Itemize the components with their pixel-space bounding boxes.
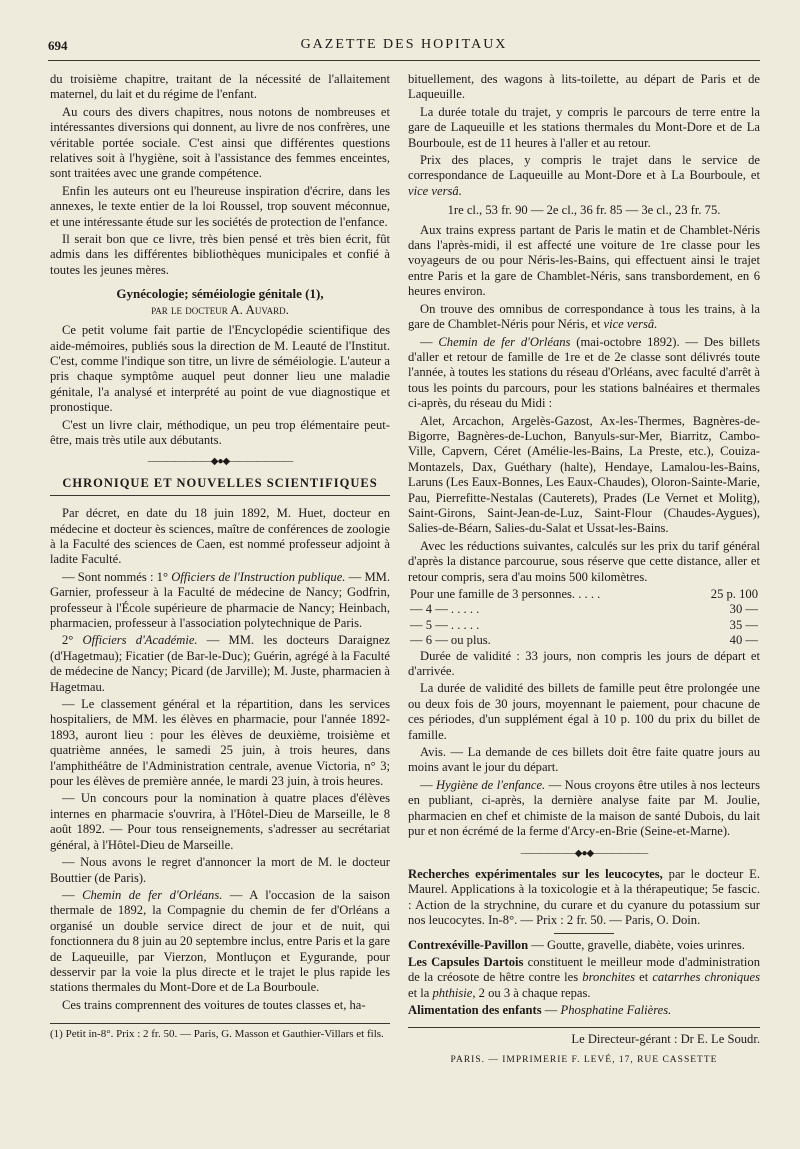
section-title: CHRONIQUE ET NOUVELLES SCIENTIFIQUES — [50, 476, 390, 496]
news-item: Par décret, en date du 18 juin 1892, M. Huet, docteur en médecine et docteur ès sciences, maître de conférences de zoologie à la Faculté des sciences de Caen, est nommé professeur adjoint à ladite Faculté. — [50, 506, 390, 567]
table-row: Pour une famille de 3 personnes. . . . . 25 p. 100 — [410, 587, 758, 601]
paragraph: Prix des places, y compris le trajet dans le service de correspondance de Laqueuille au Mont-Dore et à La Bourboule, et vice versâ. — [408, 153, 760, 198]
paragraph: Durée de validité : 33 jours, non compris les jours de départ et d'arrivée. — [408, 648, 760, 679]
printer-line: PARIS. — IMPRIMERIE F. LEVÉ, 17, RUE CASSETTE — [450, 1054, 718, 1065]
family-tariff-table — [408, 587, 760, 649]
news-item: — Le classement général et la répartition, dans les services hospitaliers, de MM. les élèves en pharmacie, pour l'année 1892-1893, auront lieu : pour les élèves de deuxième, troisième et quatrième années, le samedi 25 juin, à trois heures, dans l'amphithéâtre de l'Administration centrale, avenue Victoria, n° 3; pour les élèves de première année, le mardi 23 juin, à trois heures. — [50, 697, 390, 789]
paragraph: La durée de validité des billets de famille peut être prolongée une ou deux fois de 30 jours, moyennant le paiement, pour chacune de ces périodes, d'un supplément égal à 10 p. 100 du prix du billet de famille. — [408, 681, 760, 742]
book-notice: Recherches expérimentales sur les leucocytes, par le docteur E. Maurel. Applications à la toxicologie et à la thérapeutique; 5e fascic. : Action de la strychnine, du curare et du cyanure du potassium sur nos leucocytes. In-8°. — Prix : 2 fr. 50. — Paris, O. Doin. — [408, 866, 760, 928]
table-row: — 4 — . . . . . 30 — — [410, 602, 758, 617]
advertisement: Les Capsules Dartois constituent le meilleur mode d'administration de la créosote de hêtre contre les bronchites et catarrhes chroniques et la phthisie, 2 ou 3 à chaque repas. — [408, 954, 761, 1000]
paragraph: Avec les réductions suivantes, calculés sur les prix du tarif général d'après la distance parcourue, sous réserve que cette distance, aller et retour compris, sera d'au moins 500 kilomètres. — [408, 538, 760, 584]
paragraph: — Chemin de fer d'Orléans (mai-octobre 1892). — Des billets d'aller et retour de famille de 1re et de 2e classe sont délivrés toute l'année, à toutes les stations du réseau d'Orléans, avec faculté d'arrêt à tous les points du parcours, pour les stations balnéaires et thermales ci-après, du réseau du Midi : — [408, 334, 760, 411]
news-item: Ces trains comprennent des voitures de toutes classes et, ha- — [62, 997, 366, 1012]
advertisement: Alimentation des enfants — Phosphatine Falières. — [408, 1003, 672, 1018]
book-title: Gynécologie; séméiologie génitale (1), — [116, 286, 324, 302]
book-review-heading — [50, 286, 390, 317]
advertisement: Contrexéville-Pavillon — Goutte, gravelle, diabète, voies urinres. — [408, 937, 745, 952]
signature: Le Directeur-gérant : Dr E. Le Soudr. — [408, 1027, 760, 1047]
paragraph: bituellement, des wagons à lits-toilette, au départ de Paris et de Laqueuille. — [408, 72, 760, 102]
left-column — [50, 72, 390, 1041]
price-line: 1re cl., 53 fr. 90 — 2e cl., 36 fr. 85 — 3e cl., 23 fr. 75. — [447, 203, 721, 218]
journal-title: GAZETTE DES HOPITAUX — [300, 37, 508, 52]
news-item: — Sont nommés : 1° Officiers de l'Instruction publique. — MM. Garnier, professeur à la Faculté de médecine de Nancy; Godfrin, professeur à l'École supérieure de pharmacie de Nancy; Heinbach, pharmacien, professeur à l'association polytechnique de Paris. — [50, 569, 390, 630]
paragraph: Enfin les auteurs ont eu l'heureuse inspiration d'écrire, dans les annexes, le texte entier de la loi Roussel, trop souvent méconnue, et une intéressante étude sur les sociétés de protection de l'enfance. — [50, 183, 390, 229]
paragraph: On trouve des omnibus de correspondance à tous les trains, à la gare de Chamblet-Néris pour Néris, et vice versâ. — [408, 301, 760, 332]
paragraph: La durée totale du trajet, y compris le parcours de terre entre la gare de Laqueuille et les stations thermales du Mont-Dore et de La Bourboule, est de 11 heures à l'aller et au retour. — [408, 104, 760, 150]
paragraph: C'est un livre clair, méthodique, un peu trop élémentaire peut-être, mais très utile aux débutants. — [50, 417, 390, 447]
news-item: — Un concours pour la nomination à quatre places d'élèves internes en pharmacie s'ouvrira, à l'Hôtel-Dieu de Marseille, le 8 août 1892. — Pour tous renseignements, s'adresser au secrétariat général, à l'Hôtel-Dieu de Marseille. — [50, 791, 390, 852]
paragraph: Au cours des divers chapitres, nous notons de nombreuses et intéressantes diversions qui donnent, au livre de nos confrères, une véritable portée sociale. C'est ainsi que différentes questions relatives soit à l'hygiène, soit à l'assistance des femmes enceintes, sont traitées avec une grande compétence. — [50, 104, 390, 181]
news-item: — Chemin de fer d'Orléans. — A l'occasion de la saison thermale de 1892, la Compagnie du chemin de fer d'Orléans a organisé un double service direct de jour et de nuit, qui fonctionnera du 8 juin au 20 septembre inclus, entre Paris et la gare de Laqueuille, par Vierzon, Montluçon et Eygurande, pour desservir par la voie la plus directe et le trajet le plus rapide les stations thermales du Mont-Dore et de La Bourboule. — [50, 887, 390, 995]
table-row: — 6 — ou plus. 40 — — [410, 633, 758, 648]
page-number: 694 — [48, 38, 68, 53]
news-item: 2° Officiers d'Académie. — MM. les docteurs Daraignez (d'Hagetmau); Ficatier (de Bar-le-Duc); Guérin, agrégé à la Faculté de médecine de Nancy; Picard (de Jarville); M. Juste, pharmacien à Hagetmau. — [50, 633, 390, 694]
paragraph: Alet, Arcachon, Argelès-Gazost, Ax-les-Thermes, Bagnères-de-Bigorre, Bagnères-de-Luchon, Banyuls-sur-Mer, Biarritz, Cambo-Ville, Capvern, Céret (Amélie-les-Bains, La Preste, etc.), Couiza-Montazels, Dax, Guéthary (halte), Hendaye, Lamalou-les-Bains, Laruns (Les Eaux-Bonnes, Les Eaux-Chaudes), Oloron-Sainte-Marie, Pau, Pierrefitte-Nestalas (Cauterets), Prades (Le Vernet et Molitg), Saint-Girons, Saint-Jean-de-Luz, Saint-Flour (Chaudes-Aygues), Salies-de-Béarn, Salies-du-Salat et Ussat-les-Bains. — [408, 413, 760, 536]
paragraph: Il serait bon que ce livre, très bien pensé et très bien écrit, fût admis dans les différentes bibliothèques municipales et confié à toutes les jeunes mères. — [50, 232, 390, 277]
divider — [554, 933, 614, 934]
footnote: (1) Petit in-8°. Prix : 2 fr. 50. — Paris, G. Masson et Gauthier-Villars et fils. — [50, 1023, 390, 1041]
paragraph: Aux trains express partant de Paris le matin et de Chamblet-Néris dans l'après-midi, il est affecté une voiture de 1re classe pour les voyageurs de ou pour Néris-les-Bains, qui effectuent ainsi le trajet entre Paris et la gare de Chamblet-Néris, sans transbordement, en 6 heures environ. — [408, 222, 760, 299]
book-author: par le docteur A. Auvard. — [151, 301, 289, 317]
paragraph: — Hygiène de l'enfance. — Nous croyons être utiles à nos lecteurs en publiant, ci-après, la dernière analyse faite par M. Joulie, pharmacien en chef et chimiste de la maison de santé Dubois, du lait pur et non écrémé de la ferme d'Arcy-en-Brie (Seine-et-Marne). — [408, 777, 760, 839]
paragraph: du troisième chapitre, traitant de la nécessité de l'allaitement maternel, du lait et du régime de l'enfant. — [50, 72, 390, 102]
news-item: — Nous avons le regret d'annoncer la mort de M. le docteur Bouttier (de Paris). — [50, 855, 390, 885]
table-row: — 5 — . . . . . 35 — — [410, 617, 758, 632]
paragraph: Avis. — La demande de ces billets doit être faite quatre jours au moins avant le jour du départ. — [408, 745, 760, 775]
ornament-rule: ——————◆●◆—————— — [520, 847, 648, 859]
right-column — [408, 72, 760, 1068]
paragraph: Ce petit volume fait partie de l'Encyclopédie scientifique des aide-mémoires, publiés sous la direction de M. Leauté de l'Institut. C'est, comme l'indique son titre, un livre de séméiologie. L'auteur a pris chaque symptôme auquel peut donner lieu une maladie génitale, l'a analysé et interprété au point de vue diagnostique et pronostique. — [50, 323, 390, 415]
page-header — [48, 34, 760, 61]
ornament-rule: ———————◆●◆——————— — [147, 456, 293, 468]
